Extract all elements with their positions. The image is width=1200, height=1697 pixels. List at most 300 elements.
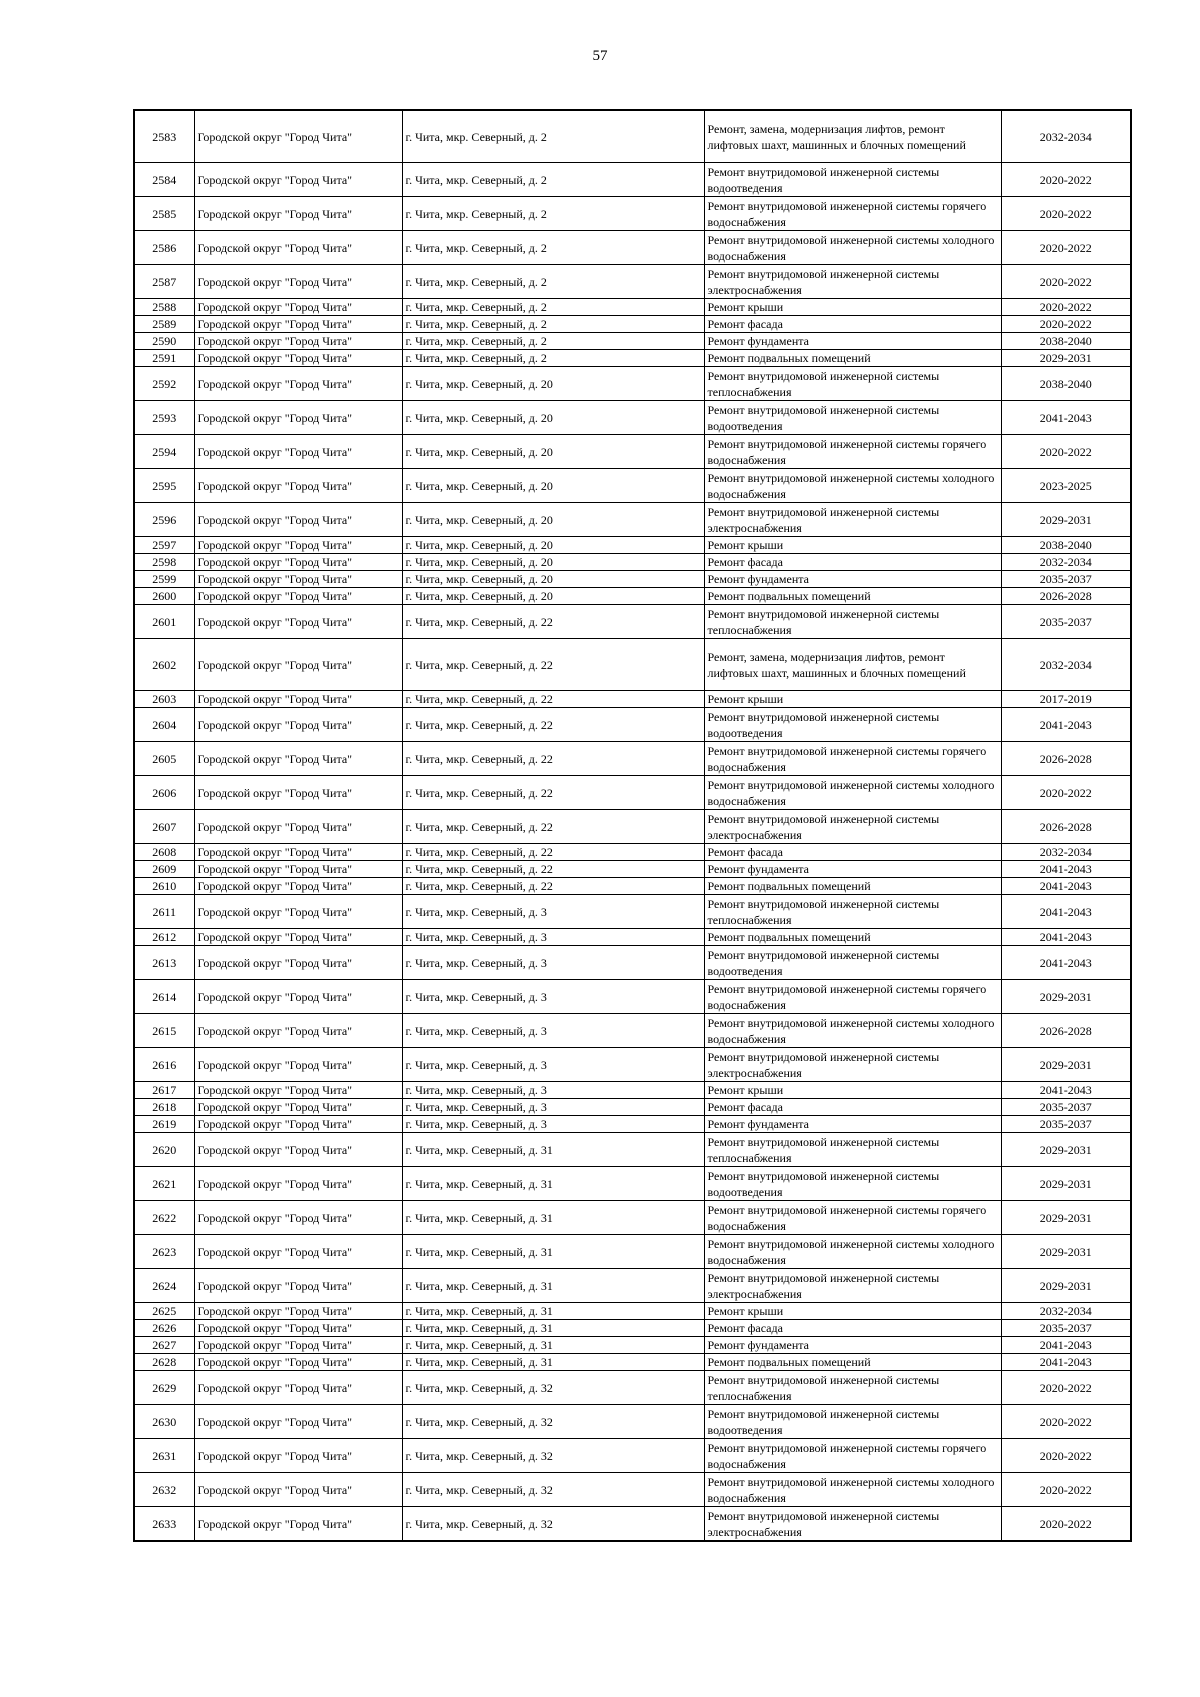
row-number: 2623 (134, 1235, 194, 1269)
work-type-cell: Ремонт фундамента (704, 861, 1001, 878)
table-row (134, 844, 1131, 861)
work-type-cell: Ремонт внутридомовой инженерной системы водоотведения (704, 163, 1001, 197)
municipality-cell: Городской округ "Город Чита" (194, 861, 402, 878)
address-cell: г. Чита, мкр. Северный, д. 31 (402, 1133, 704, 1167)
municipality-cell: Городской округ "Город Чита" (194, 742, 402, 776)
table-row (134, 895, 1131, 929)
period-cell: 2041-2043 (1001, 861, 1131, 878)
address-cell: г. Чита, мкр. Северный, д. 2 (402, 316, 704, 333)
address-cell: г. Чита, мкр. Северный, д. 20 (402, 554, 704, 571)
period-cell: 2023-2025 (1001, 469, 1131, 503)
work-type-cell: Ремонт внутридомовой инженерной системы электроснабжения (704, 1507, 1001, 1542)
work-type-cell: Ремонт внутридомовой инженерной системы водоотведения (704, 708, 1001, 742)
address-cell: г. Чита, мкр. Северный, д. 20 (402, 435, 704, 469)
work-type-cell: Ремонт фасада (704, 844, 1001, 861)
work-type-cell: Ремонт внутридомовой инженерной системы теплоснабжения (704, 895, 1001, 929)
row-number: 2625 (134, 1303, 194, 1320)
period-cell: 2020-2022 (1001, 197, 1131, 231)
table-row (134, 1507, 1131, 1542)
row-number: 2604 (134, 708, 194, 742)
work-type-cell: Ремонт внутридомовой инженерной системы холодного водоснабжения (704, 1473, 1001, 1507)
address-cell: г. Чита, мкр. Северный, д. 32 (402, 1439, 704, 1473)
period-cell: 2026-2028 (1001, 742, 1131, 776)
period-cell: 2041-2043 (1001, 1337, 1131, 1354)
row-number: 2611 (134, 895, 194, 929)
address-cell: г. Чита, мкр. Северный, д. 20 (402, 367, 704, 401)
address-cell: г. Чита, мкр. Северный, д. 3 (402, 929, 704, 946)
table-row (134, 469, 1131, 503)
period-cell: 2038-2040 (1001, 333, 1131, 350)
address-cell: г. Чита, мкр. Северный, д. 22 (402, 691, 704, 708)
municipality-cell: Городской округ "Город Чита" (194, 1167, 402, 1201)
address-cell: г. Чита, мкр. Северный, д. 31 (402, 1320, 704, 1337)
row-number: 2608 (134, 844, 194, 861)
address-cell: г. Чита, мкр. Северный, д. 3 (402, 1014, 704, 1048)
municipality-cell: Городской округ "Город Чита" (194, 929, 402, 946)
work-type-cell: Ремонт фасада (704, 1320, 1001, 1337)
address-cell: г. Чита, мкр. Северный, д. 3 (402, 1048, 704, 1082)
table-row (134, 571, 1131, 588)
table-row (134, 691, 1131, 708)
work-type-cell: Ремонт внутридомовой инженерной системы электроснабжения (704, 810, 1001, 844)
address-cell: г. Чита, мкр. Северный, д. 32 (402, 1507, 704, 1542)
table-row (134, 1082, 1131, 1099)
row-number: 2621 (134, 1167, 194, 1201)
row-number: 2624 (134, 1269, 194, 1303)
municipality-cell: Городской округ "Город Чита" (194, 1116, 402, 1133)
table-row (134, 299, 1131, 316)
row-number: 2627 (134, 1337, 194, 1354)
table-row (134, 1337, 1131, 1354)
municipality-cell: Городской округ "Город Чита" (194, 367, 402, 401)
work-type-cell: Ремонт крыши (704, 1082, 1001, 1099)
address-cell: г. Чита, мкр. Северный, д. 20 (402, 537, 704, 554)
work-type-cell: Ремонт крыши (704, 691, 1001, 708)
work-type-cell: Ремонт внутридомовой инженерной системы теплоснабжения (704, 1133, 1001, 1167)
work-type-cell: Ремонт внутридомовой инженерной системы холодного водоснабжения (704, 231, 1001, 265)
row-number: 2607 (134, 810, 194, 844)
period-cell: 2029-2031 (1001, 980, 1131, 1014)
municipality-cell: Городской округ "Город Чита" (194, 1439, 402, 1473)
table-row (134, 231, 1131, 265)
period-cell: 2029-2031 (1001, 1235, 1131, 1269)
address-cell: г. Чита, мкр. Северный, д. 3 (402, 946, 704, 980)
table-body (134, 110, 1131, 1541)
work-type-cell: Ремонт внутридомовой инженерной системы холодного водоснабжения (704, 469, 1001, 503)
work-type-cell: Ремонт внутридомовой инженерной системы водоотведения (704, 946, 1001, 980)
period-cell: 2041-2043 (1001, 1082, 1131, 1099)
work-type-cell: Ремонт внутридомовой инженерной системы электроснабжения (704, 503, 1001, 537)
table-row (134, 401, 1131, 435)
municipality-cell: Городской округ "Город Чита" (194, 1201, 402, 1235)
work-type-cell: Ремонт внутридомовой инженерной системы горячего водоснабжения (704, 435, 1001, 469)
period-cell: 2020-2022 (1001, 1473, 1131, 1507)
municipality-cell: Городской округ "Город Чита" (194, 1269, 402, 1303)
municipality-cell: Городской округ "Город Чита" (194, 1507, 402, 1542)
period-cell: 2020-2022 (1001, 435, 1131, 469)
table-row (134, 861, 1131, 878)
municipality-cell: Городской округ "Город Чита" (194, 1014, 402, 1048)
row-number: 2602 (134, 639, 194, 691)
address-cell: г. Чита, мкр. Северный, д. 3 (402, 1099, 704, 1116)
row-number: 2600 (134, 588, 194, 605)
address-cell: г. Чита, мкр. Северный, д. 20 (402, 469, 704, 503)
address-cell: г. Чита, мкр. Северный, д. 22 (402, 742, 704, 776)
address-cell: г. Чита, мкр. Северный, д. 22 (402, 639, 704, 691)
address-cell: г. Чита, мкр. Северный, д. 2 (402, 350, 704, 367)
table-row (134, 878, 1131, 895)
table-row (134, 1439, 1131, 1473)
period-cell: 2026-2028 (1001, 810, 1131, 844)
table-row (134, 588, 1131, 605)
municipality-cell: Городской округ "Город Чита" (194, 1371, 402, 1405)
work-type-cell: Ремонт внутридомовой инженерной системы горячего водоснабжения (704, 980, 1001, 1014)
address-cell: г. Чита, мкр. Северный, д. 22 (402, 878, 704, 895)
row-number: 2599 (134, 571, 194, 588)
row-number: 2632 (134, 1473, 194, 1507)
period-cell: 2032-2034 (1001, 554, 1131, 571)
row-number: 2617 (134, 1082, 194, 1099)
table-row (134, 503, 1131, 537)
municipality-cell: Городской округ "Город Чита" (194, 946, 402, 980)
row-number: 2606 (134, 776, 194, 810)
address-cell: г. Чита, мкр. Северный, д. 3 (402, 980, 704, 1014)
work-type-cell: Ремонт внутридомовой инженерной системы горячего водоснабжения (704, 197, 1001, 231)
row-number: 2585 (134, 197, 194, 231)
municipality-cell: Городской округ "Город Чита" (194, 316, 402, 333)
table-row (134, 1014, 1131, 1048)
period-cell: 2020-2022 (1001, 163, 1131, 197)
row-number: 2618 (134, 1099, 194, 1116)
period-cell: 2020-2022 (1001, 776, 1131, 810)
address-cell: г. Чита, мкр. Северный, д. 22 (402, 844, 704, 861)
table-row (134, 1473, 1131, 1507)
table-row (134, 163, 1131, 197)
row-number: 2631 (134, 1439, 194, 1473)
row-number: 2613 (134, 946, 194, 980)
row-number: 2619 (134, 1116, 194, 1133)
municipality-cell: Городской округ "Город Чита" (194, 1133, 402, 1167)
municipality-cell: Городской округ "Город Чита" (194, 980, 402, 1014)
row-number: 2583 (134, 110, 194, 163)
table-row (134, 537, 1131, 554)
work-type-cell: Ремонт фундамента (704, 1337, 1001, 1354)
work-type-cell: Ремонт подвальных помещений (704, 929, 1001, 946)
address-cell: г. Чита, мкр. Северный, д. 31 (402, 1337, 704, 1354)
work-type-cell: Ремонт внутридомовой инженерной системы водоотведения (704, 401, 1001, 435)
period-cell: 2035-2037 (1001, 1116, 1131, 1133)
address-cell: г. Чита, мкр. Северный, д. 22 (402, 810, 704, 844)
address-cell: г. Чита, мкр. Северный, д. 2 (402, 110, 704, 163)
period-cell: 2035-2037 (1001, 1320, 1131, 1337)
period-cell: 2017-2019 (1001, 691, 1131, 708)
period-cell: 2026-2028 (1001, 1014, 1131, 1048)
row-number: 2590 (134, 333, 194, 350)
table-row (134, 776, 1131, 810)
table-row (134, 1116, 1131, 1133)
work-type-cell: Ремонт крыши (704, 299, 1001, 316)
municipality-cell: Городской округ "Город Чита" (194, 299, 402, 316)
municipality-cell: Городской округ "Город Чита" (194, 350, 402, 367)
work-type-cell: Ремонт внутридомовой инженерной системы холодного водоснабжения (704, 776, 1001, 810)
municipality-cell: Городской округ "Город Чита" (194, 333, 402, 350)
work-type-cell: Ремонт внутридомовой инженерной системы горячего водоснабжения (704, 742, 1001, 776)
table-row (134, 350, 1131, 367)
work-type-cell: Ремонт внутридомовой инженерной системы теплоснабжения (704, 367, 1001, 401)
address-cell: г. Чита, мкр. Северный, д. 31 (402, 1201, 704, 1235)
repair-schedule-table (133, 109, 1132, 1542)
work-type-cell: Ремонт фасада (704, 554, 1001, 571)
municipality-cell: Городской округ "Город Чита" (194, 1320, 402, 1337)
work-type-cell: Ремонт фундамента (704, 571, 1001, 588)
table-row (134, 333, 1131, 350)
municipality-cell: Городской округ "Город Чита" (194, 571, 402, 588)
period-cell: 2020-2022 (1001, 1507, 1131, 1542)
row-number: 2589 (134, 316, 194, 333)
municipality-cell: Городской округ "Город Чита" (194, 163, 402, 197)
table-row (134, 110, 1131, 163)
municipality-cell: Городской округ "Город Чита" (194, 588, 402, 605)
period-cell: 2029-2031 (1001, 1167, 1131, 1201)
table-row (134, 1167, 1131, 1201)
period-cell: 2029-2031 (1001, 1269, 1131, 1303)
period-cell: 2029-2031 (1001, 350, 1131, 367)
table-row (134, 708, 1131, 742)
page-number: 57 (592, 48, 608, 64)
address-cell: г. Чита, мкр. Северный, д. 20 (402, 401, 704, 435)
work-type-cell: Ремонт фундамента (704, 1116, 1001, 1133)
address-cell: г. Чита, мкр. Северный, д. 2 (402, 333, 704, 350)
address-cell: г. Чита, мкр. Северный, д. 31 (402, 1235, 704, 1269)
period-cell: 2041-2043 (1001, 708, 1131, 742)
municipality-cell: Городской округ "Город Чита" (194, 503, 402, 537)
row-number: 2612 (134, 929, 194, 946)
municipality-cell: Городской округ "Город Чита" (194, 844, 402, 861)
period-cell: 2041-2043 (1001, 401, 1131, 435)
table-row (134, 1048, 1131, 1082)
period-cell: 2035-2037 (1001, 571, 1131, 588)
table-row (134, 554, 1131, 571)
address-cell: г. Чита, мкр. Северный, д. 31 (402, 1303, 704, 1320)
row-number: 2592 (134, 367, 194, 401)
work-type-cell: Ремонт внутридомовой инженерной системы холодного водоснабжения (704, 1235, 1001, 1269)
table-row (134, 929, 1131, 946)
work-type-cell: Ремонт внутридомовой инженерной системы электроснабжения (704, 265, 1001, 299)
row-number: 2609 (134, 861, 194, 878)
address-cell: г. Чита, мкр. Северный, д. 2 (402, 197, 704, 231)
municipality-cell: Городской округ "Город Чита" (194, 435, 402, 469)
period-cell: 2038-2040 (1001, 537, 1131, 554)
row-number: 2605 (134, 742, 194, 776)
table-row (134, 265, 1131, 299)
period-cell: 2020-2022 (1001, 299, 1131, 316)
row-number: 2584 (134, 163, 194, 197)
row-number: 2593 (134, 401, 194, 435)
table-row (134, 742, 1131, 776)
municipality-cell: Городской округ "Город Чита" (194, 691, 402, 708)
address-cell: г. Чита, мкр. Северный, д. 32 (402, 1473, 704, 1507)
table-row (134, 1371, 1131, 1405)
table-row (134, 605, 1131, 639)
row-number: 2616 (134, 1048, 194, 1082)
table-row (134, 1201, 1131, 1235)
table-row (134, 435, 1131, 469)
row-number: 2598 (134, 554, 194, 571)
table-row (134, 1269, 1131, 1303)
period-cell: 2032-2034 (1001, 1303, 1131, 1320)
row-number: 2603 (134, 691, 194, 708)
table-row (134, 1405, 1131, 1439)
municipality-cell: Городской округ "Город Чита" (194, 1048, 402, 1082)
period-cell: 2029-2031 (1001, 1201, 1131, 1235)
row-number: 2586 (134, 231, 194, 265)
municipality-cell: Городской округ "Город Чита" (194, 537, 402, 554)
address-cell: г. Чита, мкр. Северный, д. 22 (402, 708, 704, 742)
row-number: 2594 (134, 435, 194, 469)
row-number: 2622 (134, 1201, 194, 1235)
table-row (134, 1133, 1131, 1167)
municipality-cell: Городской округ "Город Чита" (194, 469, 402, 503)
address-cell: г. Чита, мкр. Северный, д. 2 (402, 231, 704, 265)
address-cell: г. Чита, мкр. Северный, д. 3 (402, 895, 704, 929)
row-number: 2620 (134, 1133, 194, 1167)
municipality-cell: Городской округ "Город Чита" (194, 810, 402, 844)
work-type-cell: Ремонт подвальных помещений (704, 878, 1001, 895)
row-number: 2626 (134, 1320, 194, 1337)
work-type-cell: Ремонт фасада (704, 1099, 1001, 1116)
period-cell: 2020-2022 (1001, 316, 1131, 333)
work-type-cell: Ремонт подвальных помещений (704, 350, 1001, 367)
period-cell: 2020-2022 (1001, 1371, 1131, 1405)
work-type-cell: Ремонт фасада (704, 316, 1001, 333)
table-row (134, 197, 1131, 231)
row-number: 2615 (134, 1014, 194, 1048)
table-row (134, 367, 1131, 401)
address-cell: г. Чита, мкр. Северный, д. 22 (402, 605, 704, 639)
address-cell: г. Чита, мкр. Северный, д. 3 (402, 1116, 704, 1133)
work-type-cell: Ремонт внутридомовой инженерной системы теплоснабжения (704, 605, 1001, 639)
address-cell: г. Чита, мкр. Северный, д. 31 (402, 1354, 704, 1371)
period-cell: 2020-2022 (1001, 1439, 1131, 1473)
work-type-cell: Ремонт, замена, модернизация лифтов, ремонт лифтовых шахт, машинных и блочных помещений (704, 110, 1001, 163)
municipality-cell: Городской округ "Город Чита" (194, 197, 402, 231)
row-number: 2595 (134, 469, 194, 503)
address-cell: г. Чита, мкр. Северный, д. 2 (402, 299, 704, 316)
municipality-cell: Городской округ "Город Чита" (194, 708, 402, 742)
municipality-cell: Городской округ "Город Чита" (194, 1337, 402, 1354)
address-cell: г. Чита, мкр. Северный, д. 20 (402, 588, 704, 605)
row-number: 2596 (134, 503, 194, 537)
table-row (134, 980, 1131, 1014)
address-cell: г. Чита, мкр. Северный, д. 32 (402, 1371, 704, 1405)
period-cell: 2032-2034 (1001, 639, 1131, 691)
period-cell: 2020-2022 (1001, 1405, 1131, 1439)
period-cell: 2029-2031 (1001, 503, 1131, 537)
address-cell: г. Чита, мкр. Северный, д. 2 (402, 265, 704, 299)
municipality-cell: Городской округ "Город Чита" (194, 1235, 402, 1269)
municipality-cell: Городской округ "Город Чита" (194, 1405, 402, 1439)
work-type-cell: Ремонт внутридомовой инженерной системы водоотведения (704, 1405, 1001, 1439)
work-type-cell: Ремонт внутридомовой инженерной системы теплоснабжения (704, 1371, 1001, 1405)
municipality-cell: Городской округ "Город Чита" (194, 401, 402, 435)
address-cell: г. Чита, мкр. Северный, д. 32 (402, 1405, 704, 1439)
period-cell: 2020-2022 (1001, 231, 1131, 265)
period-cell: 2035-2037 (1001, 605, 1131, 639)
period-cell: 2038-2040 (1001, 367, 1131, 401)
work-type-cell: Ремонт крыши (704, 1303, 1001, 1320)
municipality-cell: Городской округ "Город Чита" (194, 639, 402, 691)
period-cell: 2029-2031 (1001, 1133, 1131, 1167)
row-number: 2588 (134, 299, 194, 316)
row-number: 2591 (134, 350, 194, 367)
municipality-cell: Городской округ "Город Чита" (194, 265, 402, 299)
work-type-cell: Ремонт внутридомовой инженерной системы электроснабжения (704, 1048, 1001, 1082)
table-row (134, 1320, 1131, 1337)
municipality-cell: Городской округ "Город Чита" (194, 554, 402, 571)
table-row (134, 1235, 1131, 1269)
address-cell: г. Чита, мкр. Северный, д. 22 (402, 776, 704, 810)
table-row (134, 946, 1131, 980)
table-row (134, 1099, 1131, 1116)
municipality-cell: Городской округ "Город Чита" (194, 776, 402, 810)
table-row (134, 316, 1131, 333)
row-number: 2614 (134, 980, 194, 1014)
table-row (134, 1354, 1131, 1371)
work-type-cell: Ремонт внутридомовой инженерной системы горячего водоснабжения (704, 1201, 1001, 1235)
municipality-cell: Городской округ "Город Чита" (194, 1082, 402, 1099)
row-number: 2630 (134, 1405, 194, 1439)
work-type-cell: Ремонт внутридомовой инженерной системы горячего водоснабжения (704, 1439, 1001, 1473)
table-row (134, 639, 1131, 691)
work-type-cell: Ремонт внутридомовой инженерной системы холодного водоснабжения (704, 1014, 1001, 1048)
municipality-cell: Городской округ "Город Чита" (194, 1473, 402, 1507)
period-cell: 2041-2043 (1001, 1354, 1131, 1371)
municipality-cell: Городской округ "Город Чита" (194, 231, 402, 265)
municipality-cell: Городской округ "Город Чита" (194, 1303, 402, 1320)
work-type-cell: Ремонт внутридомовой инженерной системы водоотведения (704, 1167, 1001, 1201)
period-cell: 2032-2034 (1001, 844, 1131, 861)
period-cell: 2041-2043 (1001, 895, 1131, 929)
period-cell: 2029-2031 (1001, 1048, 1131, 1082)
row-number: 2610 (134, 878, 194, 895)
period-cell: 2041-2043 (1001, 878, 1131, 895)
work-type-cell: Ремонт фундамента (704, 333, 1001, 350)
work-type-cell: Ремонт внутридомовой инженерной системы электроснабжения (704, 1269, 1001, 1303)
row-number: 2601 (134, 605, 194, 639)
municipality-cell: Городской округ "Город Чита" (194, 895, 402, 929)
address-cell: г. Чита, мкр. Северный, д. 22 (402, 861, 704, 878)
work-type-cell: Ремонт, замена, модернизация лифтов, ремонт лифтовых шахт, машинных и блочных помещений (704, 639, 1001, 691)
period-cell: 2041-2043 (1001, 929, 1131, 946)
address-cell: г. Чита, мкр. Северный, д. 31 (402, 1167, 704, 1201)
work-type-cell: Ремонт подвальных помещений (704, 588, 1001, 605)
address-cell: г. Чита, мкр. Северный, д. 20 (402, 571, 704, 588)
table-row (134, 810, 1131, 844)
table-row (134, 1303, 1131, 1320)
municipality-cell: Городской округ "Город Чита" (194, 1354, 402, 1371)
row-number: 2587 (134, 265, 194, 299)
address-cell: г. Чита, мкр. Северный, д. 31 (402, 1269, 704, 1303)
period-cell: 2035-2037 (1001, 1099, 1131, 1116)
period-cell: 2032-2034 (1001, 110, 1131, 163)
municipality-cell: Городской округ "Город Чита" (194, 110, 402, 163)
work-type-cell: Ремонт подвальных помещений (704, 1354, 1001, 1371)
row-number: 2629 (134, 1371, 194, 1405)
address-cell: г. Чита, мкр. Северный, д. 2 (402, 163, 704, 197)
period-cell: 2026-2028 (1001, 588, 1131, 605)
address-cell: г. Чита, мкр. Северный, д. 20 (402, 503, 704, 537)
address-cell: г. Чита, мкр. Северный, д. 3 (402, 1082, 704, 1099)
